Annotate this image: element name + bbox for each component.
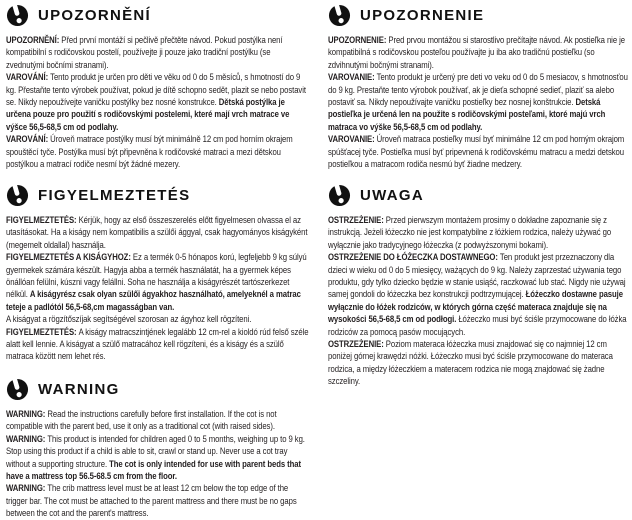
- exclamation-circle-icon: [6, 4, 29, 27]
- warning-paragraph: FIGYELMEZTETÉS A KISÁGYHOZ: Ez a termék 0-5 hónapos korú, legfeljebb 9 kg súlyú gyermekek számára készült. Hagyja abba a termék használatát, ha a gyermek képes önállóan felülni, kúszni vagy felállni. Soha ne használja a kiságyrészét tartószerkezet nélkül. A kiságyrész csak olyan szülői ágyakhoz használható, amelyeknél a matrac teteje a padlótól 56,5-68,cm magasságban van.: [6, 252, 307, 312]
- section-body: [328, 34, 631, 170]
- exclamation-circle-icon: [6, 378, 29, 401]
- warning-paragraph: VAROVANIE: Úroveň matraca postieľky musí byť minimálne 12 cm pod horným okrajom spúšťacej tyče. Postieľka musí byť pripevnená k rodičovskému matracu a medzi detskou postieľkou a matracom rodiča nesmú byť žiadne medzery.: [328, 134, 625, 170]
- warning-paragraph: UPOZORNENIE: Pred prvou montážou si starostlivo prečítajte návod. Ak postieľka nie je kompatibilná s rodičovskou posteľou používajte ju iba ako tradičnú postieľku (so zdvihnutými bočnými stranami).: [328, 35, 625, 70]
- warning-paragraph: VAROVANIE: Tento produkt je určený pre deti vo veku od 0 do 5 mesiacov, s hmotnosťou do 9 kg. Prestaňte tento výrobok používať, ak je dieťa schopné sedieť, plaziť sa alebo postaviť sa. Nikdy nepoužívajte vaničku postieľky bez nosnej konštrukcie. Detská postieľka je určená len na použite s rodičovskými posteľami, ktoré majú vrch matraca vo výške 56,5-68,5 cm od podlahy.: [328, 72, 628, 132]
- exclamation-circle-icon: [328, 184, 351, 207]
- section-heading: [328, 184, 628, 207]
- section-title: UWAGA: [360, 187, 424, 204]
- section-body: [328, 214, 631, 388]
- section-heading: [6, 378, 310, 401]
- section-title: FIGYELMEZTETÉS: [38, 187, 191, 204]
- section-title: UPOZORNENIE: [360, 7, 485, 24]
- warning-paragraph: VAROVÁNÍ: Úroveň matrace postýlky musí být minimálně 12 cm pod horním okrajem spouštěcí tyče. Postýlka musí být připevněna k rodičovské matraci a mezi dětskou postýlkou a matrací rodiče nesmí být žádné mezery.: [6, 134, 293, 170]
- section-body: [6, 408, 309, 520]
- section-warning-hungarian: [6, 184, 310, 363]
- section-heading: [6, 4, 310, 27]
- section-title: WARNING: [38, 381, 120, 398]
- warning-paragraph: FIGYELMEZTETÉS: Kérjük, hogy az első összeszerelés előtt figyelmesen olvassa el az utasításokat. Ha a kiságy nem kompatibilis a szülői ággyal, csak hagyományos kiságyként (megemelt oldallal) használja.: [6, 215, 308, 250]
- section-body: [6, 34, 309, 170]
- warning-paragraph: A kiságyat a rögzítőszíjak segítségével szorosan az ágyhoz kell rögzíteni.: [6, 314, 252, 325]
- section-warning-polish: [328, 184, 628, 388]
- section-heading: [6, 184, 310, 207]
- warning-paragraph: OSTRZEŻENIE: Przed pierwszym montażem prosimy o dokładne zapoznanie się z instrukcją. Jeżeli łóżeczko nie jest kompatybilne z łóżkiem rodzica, należy używać go wyłącznie jako tradycyjnego łóżeczka (z podwyższonymi bokami).: [328, 215, 612, 250]
- warning-paragraph: OSTRZEŻENIE: Poziom materaca łóżeczka musi znajdować się co najmniej 12 cm poniżej górnej krawędzi nóżki. Łóżeczko musi być ściśle przymocowane do materaca rodzica, a między łóżeczkiem a materacem rodzica nie mogą znajdować się żadne szczeliny.: [328, 339, 613, 387]
- warning-paragraph: WARNING: The crib mattress level must be at least 12 cm below the top edge of the trigger bar. The cot must be attached to the parent mattress and there must be no gaps between the cot and the parent's mattress.: [6, 483, 297, 519]
- section-body: [6, 214, 309, 363]
- warning-paragraph: UPOZORNĚNÍ: Před první montáží si pečlivě přečtěte návod. Pokud postýlka není kompatibilní s rodičovskou postelí, používejte ji pouze jako tradiční postýlku (se zvednutými bočními stranami).: [6, 35, 283, 70]
- exclamation-circle-icon: [328, 4, 351, 27]
- section-warning-slovak: [328, 4, 628, 170]
- section-warning-czech: [6, 4, 310, 170]
- warning-paragraph: WARNING: This product is intended for children aged 0 to 5 months, weighing up to 9 kg. Stop using this product if a child is able to sit, crawl or stand up. Never use a cot tray without a supporting structure. The cot is only intended for use with parent beds that have a mattress top 56.5-68.5 cm from the floor.: [6, 433, 305, 482]
- warning-paragraph: OSTRZEŻENIE DO ŁÓŻECZKA DOSTAWNEGO: Ten produkt jest przeznaczony dla dzieci w wieku od 0 do 5 miesięcy, ważących do 9 kg. Należy zaprzestać używania tego produktu, gdy tylko dziecko będzie w stanie usiąść, raczkować lub stać. Nigdy nie używaj samej gondoli do łóżeczka bez konstrukcji podtrzymującej. Łóżeczko dostawne pasuje wyłącznie do łóżek rodziców, w których górna część materaca znajduje się na wysokości 56,5-68,5 cm od podłogi. Łóżeczko musi być ściśle przymocowane do łóżka rodziców za pomocą pasów mocujących.: [328, 252, 627, 337]
- section-title: UPOZORNĚNÍ: [38, 7, 152, 24]
- section-heading: [328, 4, 628, 27]
- exclamation-circle-icon: [6, 184, 29, 207]
- warning-paragraph: WARNING: Read the instructions carefully before first installation. If the cot is not compatible with the parent bed, use it only as a traditional cot (with raised sides).: [6, 409, 277, 432]
- warning-paragraph: FIGYELMEZTETÉS: A kiságy matracszintjének legalább 12 cm-rel a kioldó rúd felső széle alatt kell lennie. A kiságyat a szülő matracához kell rögzíteni, és a kiságy és a szülő matraca között nem lehet rés.: [6, 326, 309, 362]
- warning-paragraph: VAROVÁNÍ: Tento produkt je určen pro děti ve věku od 0 do 5 měsíců, s hmotností do 9 kg. Přestaňte tento výrobek používat, pokud je dítě schopno sedět, plazit se nebo postavit se. Nikdy nepoužívejte vaničku postýlky bez nosné konstrukce. Dětská postýlka je určena pouze pro použití s rodičovskými postelemi, které mají vrch matrace ve výšce 56,5-68,5 cm od podlahy.: [6, 72, 306, 132]
- section-warning-english: [6, 378, 310, 520]
